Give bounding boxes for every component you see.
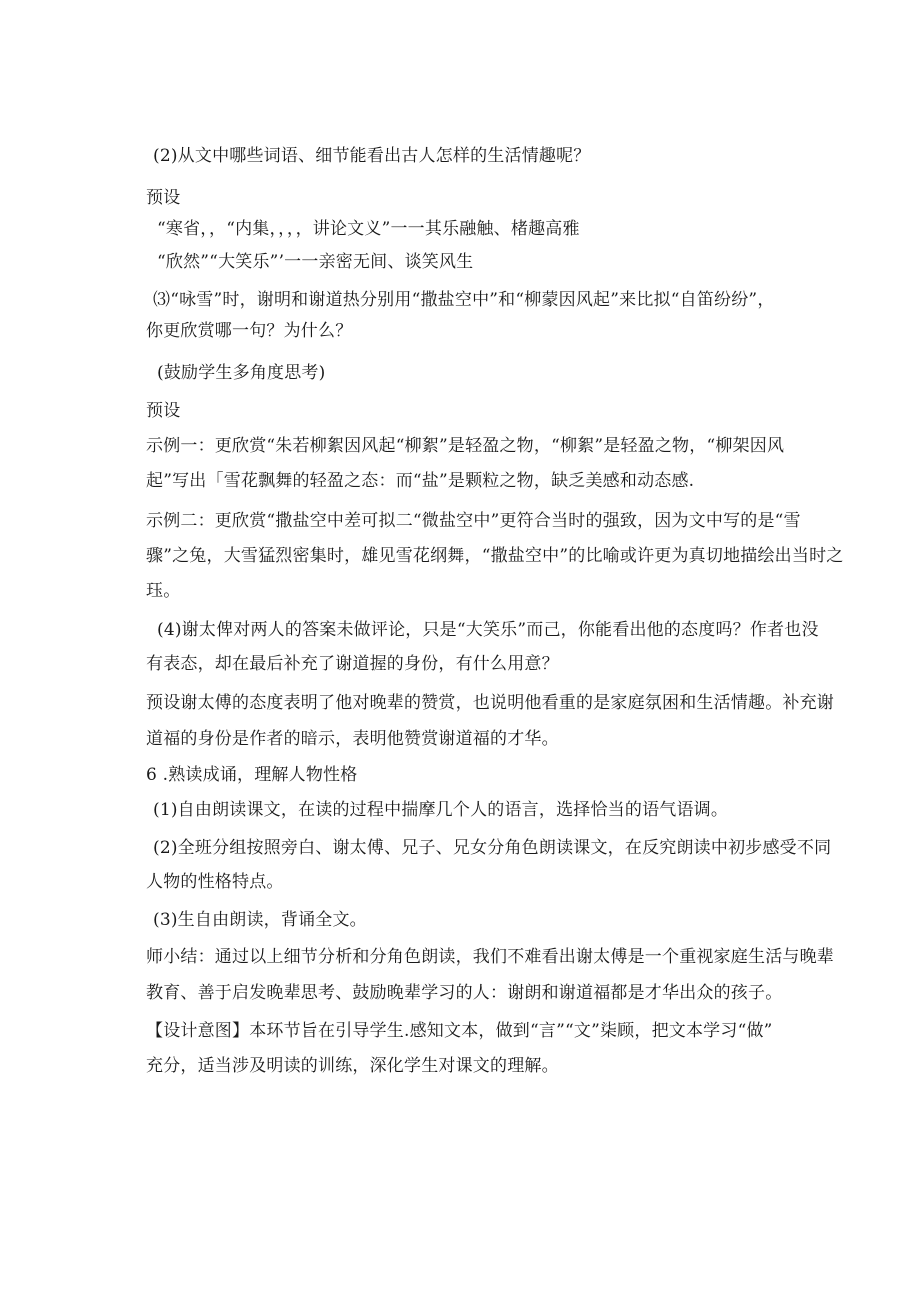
- preset-1-line-1: “寒省，，“内集，，，，讲论文义”一一其乐融触、楮趣高雅: [157, 219, 580, 239]
- example-1-line-2: 起”写出「雪花飘舞的轻盈之态：而“盐”是颗粒之物，缺乏美感和动态感.: [146, 471, 695, 491]
- design-intent-line-2: 充分，适当涉及明读的训练，深化学生对课文的理解。: [146, 1056, 559, 1076]
- preset-4-line-1: 预设谢太傅的态度表明了他对晚辈的赞赏，也说明他看重的是家庭氛困和生活情趣。补充谢: [146, 693, 834, 713]
- step-1: (1)自由朗读课文，在读的过程中揣摩几个人的语言，选择恰当的语气语调。: [153, 800, 729, 820]
- design-intent-line-1: 【设计意图】本环节旨在引导学生.感知文本，做到“言”“文”柒顾，把文本学习“做”: [146, 1021, 773, 1041]
- summary-line-2: 教育、善于启发晚辈思考、鼓励晚辈学习的人：谢朗和谢道福都是才华出众的孩子。: [146, 983, 783, 1003]
- preset-1-line-2: “欣然”“大笑乐”’一一亲密无间、谈笑风生: [157, 252, 474, 272]
- teaching-note: (鼓励学生多角度思考): [157, 363, 326, 383]
- summary-line-1: 师小结：通过以上细节分析和分角色朗读，我们不难看出谢太傅是一个重视家庭生活与晚辈: [146, 947, 834, 967]
- question-4-line-2: 有表态，却在最后补充了谢道握的身份，有什么用意？: [146, 654, 559, 674]
- preset-label-1: 预设: [146, 188, 181, 208]
- question-4-line-1: (4)谢太俾对两人的答案未做评论，只是“大笑乐”而己，你能看出他的态度吗？作者也没: [157, 620, 819, 640]
- preset-4-line-2: 道福的身份是作者的暗示，表明他赞赏谢道福的才华。: [146, 729, 559, 749]
- example-2-line-1: 示例二：更欣赏“撒盐空中差可拟二“微盐空中”更符合当时的强致，因为文中写的是“雪: [146, 511, 801, 531]
- question-3-line-2: 你更欣赏哪一句？为什么？: [146, 321, 353, 341]
- example-2-line-2: 骤”之兔，大雪猛烈密集时，雄见雪花纲舞，“撒盐空中”的比喻或许更为真切地描绘出当时之: [146, 546, 844, 566]
- preset-label-2: 预设: [146, 401, 181, 421]
- step-2-line-2: 人物的性格特点。: [146, 872, 284, 892]
- example-1-line-1: 示例一：更欣赏“朱若柳絮因风起“柳絮”是轻盈之物，“柳絮”是轻盈之物，“柳架因风: [146, 436, 785, 456]
- question-2: (2)从文中哪些词语、细节能看出古人怎样的生活情趣呢？: [153, 146, 591, 166]
- question-3-line-1: ⑶“咏雪”时，谢明和谢道热分别用“撒盐空中”和“柳蒙因风起”来比拟“自笛纷纷”，: [153, 290, 775, 310]
- step-3: (3)生自由朗读，背诵全文。: [153, 910, 367, 930]
- section-6-heading: 6 .熟读成诵，理解人物性格: [146, 765, 358, 785]
- example-2-line-3: 珏。: [146, 581, 181, 601]
- step-2-line-1: (2)全班分组按照旁白、谢太傅、兄子、兄女分角色朗读课文，在反究朗读中初步感受不同: [153, 838, 832, 858]
